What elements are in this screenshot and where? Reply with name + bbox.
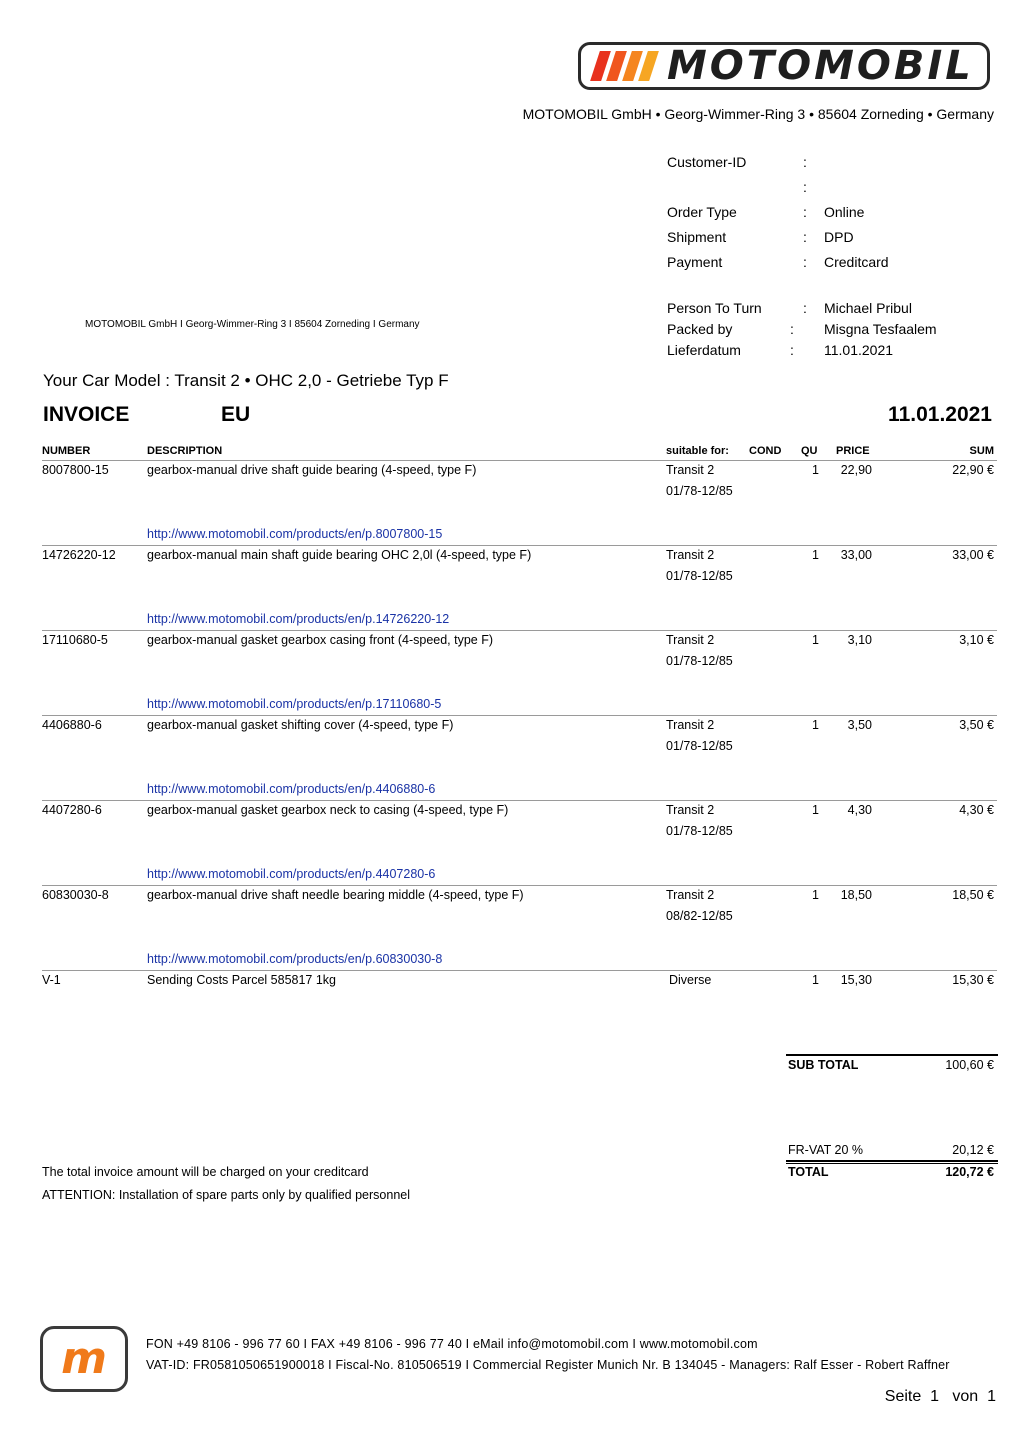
item-description: gearbox-manual drive shaft guide bearing (4-speed, type F) [147,463,477,477]
meta-value: Misgna Tesfaalem [824,321,937,337]
item-years: 01/78-12/85 [666,569,733,583]
item-sum: 18,50 € [952,888,994,902]
item-price: 33,00 [840,548,872,562]
item-number: 4406880-6 [42,718,102,732]
meta-label: Payment [667,254,723,270]
footer-logo-letter: m [61,1333,107,1384]
meta-label: Shipment [667,229,727,245]
item-number: 60830030-8 [42,888,109,902]
meta-value: Michael Pribul [824,300,912,316]
item-suitable: Transit 2 [666,803,715,817]
item-suitable: Transit 2 [666,633,715,647]
item-years: 01/78-12/85 [666,739,733,753]
footer-legal-line: VAT-ID: FR0581050651900018 I Fiscal-No. 810506519 I Commercial Register Munich Nr. B 134045 - Managers: Ralf Esser - Robert Raffner [146,1358,950,1372]
row-divider [42,970,997,971]
subtotal-rule [786,1054,998,1056]
item-price: 3,50 [847,718,872,732]
item-suitable: Transit 2 [666,548,715,562]
meta-colon: : [803,300,807,316]
item-price: 18,50 [840,888,872,902]
meta-label: Person To Turn [667,300,762,316]
total-rule-2 [786,1163,998,1164]
col-header-qu: QU [801,445,818,457]
item-description: gearbox-manual drive shaft needle bearing middle (4-speed, type F) [147,888,524,902]
item-number: 17110680-5 [42,633,108,647]
row-divider [42,630,997,631]
meta-value: Creditcard [824,254,889,270]
item-product-link[interactable]: http://www.motomobil.com/products/en/p.60830030-8 [147,952,443,966]
page-current: 1 [930,1388,940,1405]
item-sum: 33,00 € [952,548,994,562]
footer-m-logo [40,1326,128,1392]
shipping-price: 15,30 [840,973,872,987]
item-quantity: 1 [812,803,819,817]
item-number: 4407280-6 [42,803,102,817]
item-description: gearbox-manual gasket gearbox neck to casing (4-speed, type F) [147,803,509,817]
meta-label: Lieferdatum [667,342,741,358]
sender-address-small: MOTOMOBIL GmbH I Georg-Wimmer-Ring 3 I 85604 Zorneding I Germany [85,319,420,330]
item-suitable: Transit 2 [666,888,715,902]
motomobil-logo [578,42,990,90]
item-product-link[interactable]: http://www.motomobil.com/products/en/p.4406880-6 [147,782,436,796]
item-number: 14726220-12 [42,548,116,562]
meta-colon: : [803,229,807,245]
item-product-link[interactable]: http://www.motomobil.com/products/en/p.14726220-12 [147,612,450,626]
page-total: 1 [987,1388,996,1405]
meta-colon: : [790,321,794,337]
col-header-sum: SUM [969,445,994,457]
item-quantity: 1 [812,463,819,477]
meta-colon: : [803,179,807,195]
item-quantity: 1 [812,548,819,562]
row-divider [42,545,997,546]
row-divider [42,715,997,716]
item-price: 4,30 [847,803,872,817]
meta-value: 11.01.2021 [824,342,894,358]
item-sum: 22,90 € [952,463,994,477]
item-product-link[interactable]: http://www.motomobil.com/products/en/p.4407280-6 [147,867,436,881]
col-header-cond: COND [749,445,782,457]
meta-colon: : [790,342,794,358]
item-quantity: 1 [812,888,819,902]
note-attention: ATTENTION: Installation of spare parts only by qualified personnel [42,1188,410,1202]
subtotal-value: 100,60 € [945,1058,994,1072]
logo-text: MOTOMOBIL [667,43,974,89]
shipping-number: V-1 [42,973,61,987]
item-description: gearbox-manual gasket gearbox casing front (4-speed, type F) [147,633,494,647]
item-description: gearbox-manual gasket shifting cover (4-speed, type F) [147,718,454,732]
item-sum: 4,30 € [959,803,994,817]
col-header-description: DESCRIPTION [147,445,223,457]
vat-label: FR-VAT 20 % [788,1143,864,1157]
header-divider [42,460,997,461]
company-address-line: MOTOMOBIL GmbH • Georg-Wimmer-Ring 3 • 85604 Zorneding • Germany [522,106,994,122]
item-quantity: 1 [812,633,819,647]
col-header-suitable: suitable for: [666,445,729,457]
meta-label: Order Type [667,204,737,220]
item-price: 3,10 [847,633,872,647]
item-sum: 3,50 € [959,718,994,732]
col-header-price: PRICE [836,445,870,457]
subtotal-label: SUB TOTAL [788,1058,859,1072]
meta-value: DPD [824,229,854,245]
vat-value: 20,12 € [952,1143,994,1157]
total-value: 120,72 € [945,1165,994,1179]
item-description: gearbox-manual main shaft guide bearing OHC 2,0l (4-speed, type F) [147,548,532,562]
invoice-region: EU [221,403,251,426]
item-sum: 3,10 € [959,633,994,647]
item-years: 01/78-12/85 [666,824,733,838]
total-rule-1 [786,1160,998,1162]
item-years: 01/78-12/85 [666,654,733,668]
shipping-quantity: 1 [812,973,819,987]
col-header-number: NUMBER [42,445,91,457]
total-label: TOTAL [788,1165,829,1179]
page-of-label: von [952,1388,979,1405]
footer-contact-line: FON +49 8106 - 996 77 60 I FAX +49 8106 - 996 77 40 I eMail info@motomobil.com I www.motomobil.com [146,1337,758,1351]
note-payment: The total invoice amount will be charged on your creditcard [42,1165,369,1179]
item-years: 01/78-12/85 [666,484,733,498]
item-product-link[interactable]: http://www.motomobil.com/products/en/p.17110680-5 [147,697,442,711]
shipping-sum: 15,30 € [952,973,994,987]
page-label: Seite [884,1388,922,1405]
shipping-suitable: Diverse [669,973,712,987]
car-model: Your Car Model : Transit 2 • OHC 2,0 - Getriebe Typ F [43,371,449,390]
page-number [885,1388,996,1406]
item-suitable: Transit 2 [666,463,715,477]
row-divider [42,800,997,801]
meta-colon: : [803,204,807,220]
meta-value: Online [824,204,865,220]
row-divider [42,885,997,886]
invoice-date: 11.01.2021 [888,403,992,426]
meta-colon: : [803,254,807,270]
item-years: 08/82-12/85 [666,909,733,923]
item-price: 22,90 [840,463,872,477]
meta-label: Customer-ID [667,154,747,170]
item-number: 8007800-15 [42,463,109,477]
item-product-link[interactable]: http://www.motomobil.com/products/en/p.8007800-15 [147,527,443,541]
invoice-title: INVOICE [43,403,130,426]
item-quantity: 1 [812,718,819,732]
shipping-description: Sending Costs Parcel 585817 1kg [147,973,337,987]
meta-colon: : [803,154,807,170]
item-suitable: Transit 2 [666,718,715,732]
meta-label: Packed by [667,321,733,337]
